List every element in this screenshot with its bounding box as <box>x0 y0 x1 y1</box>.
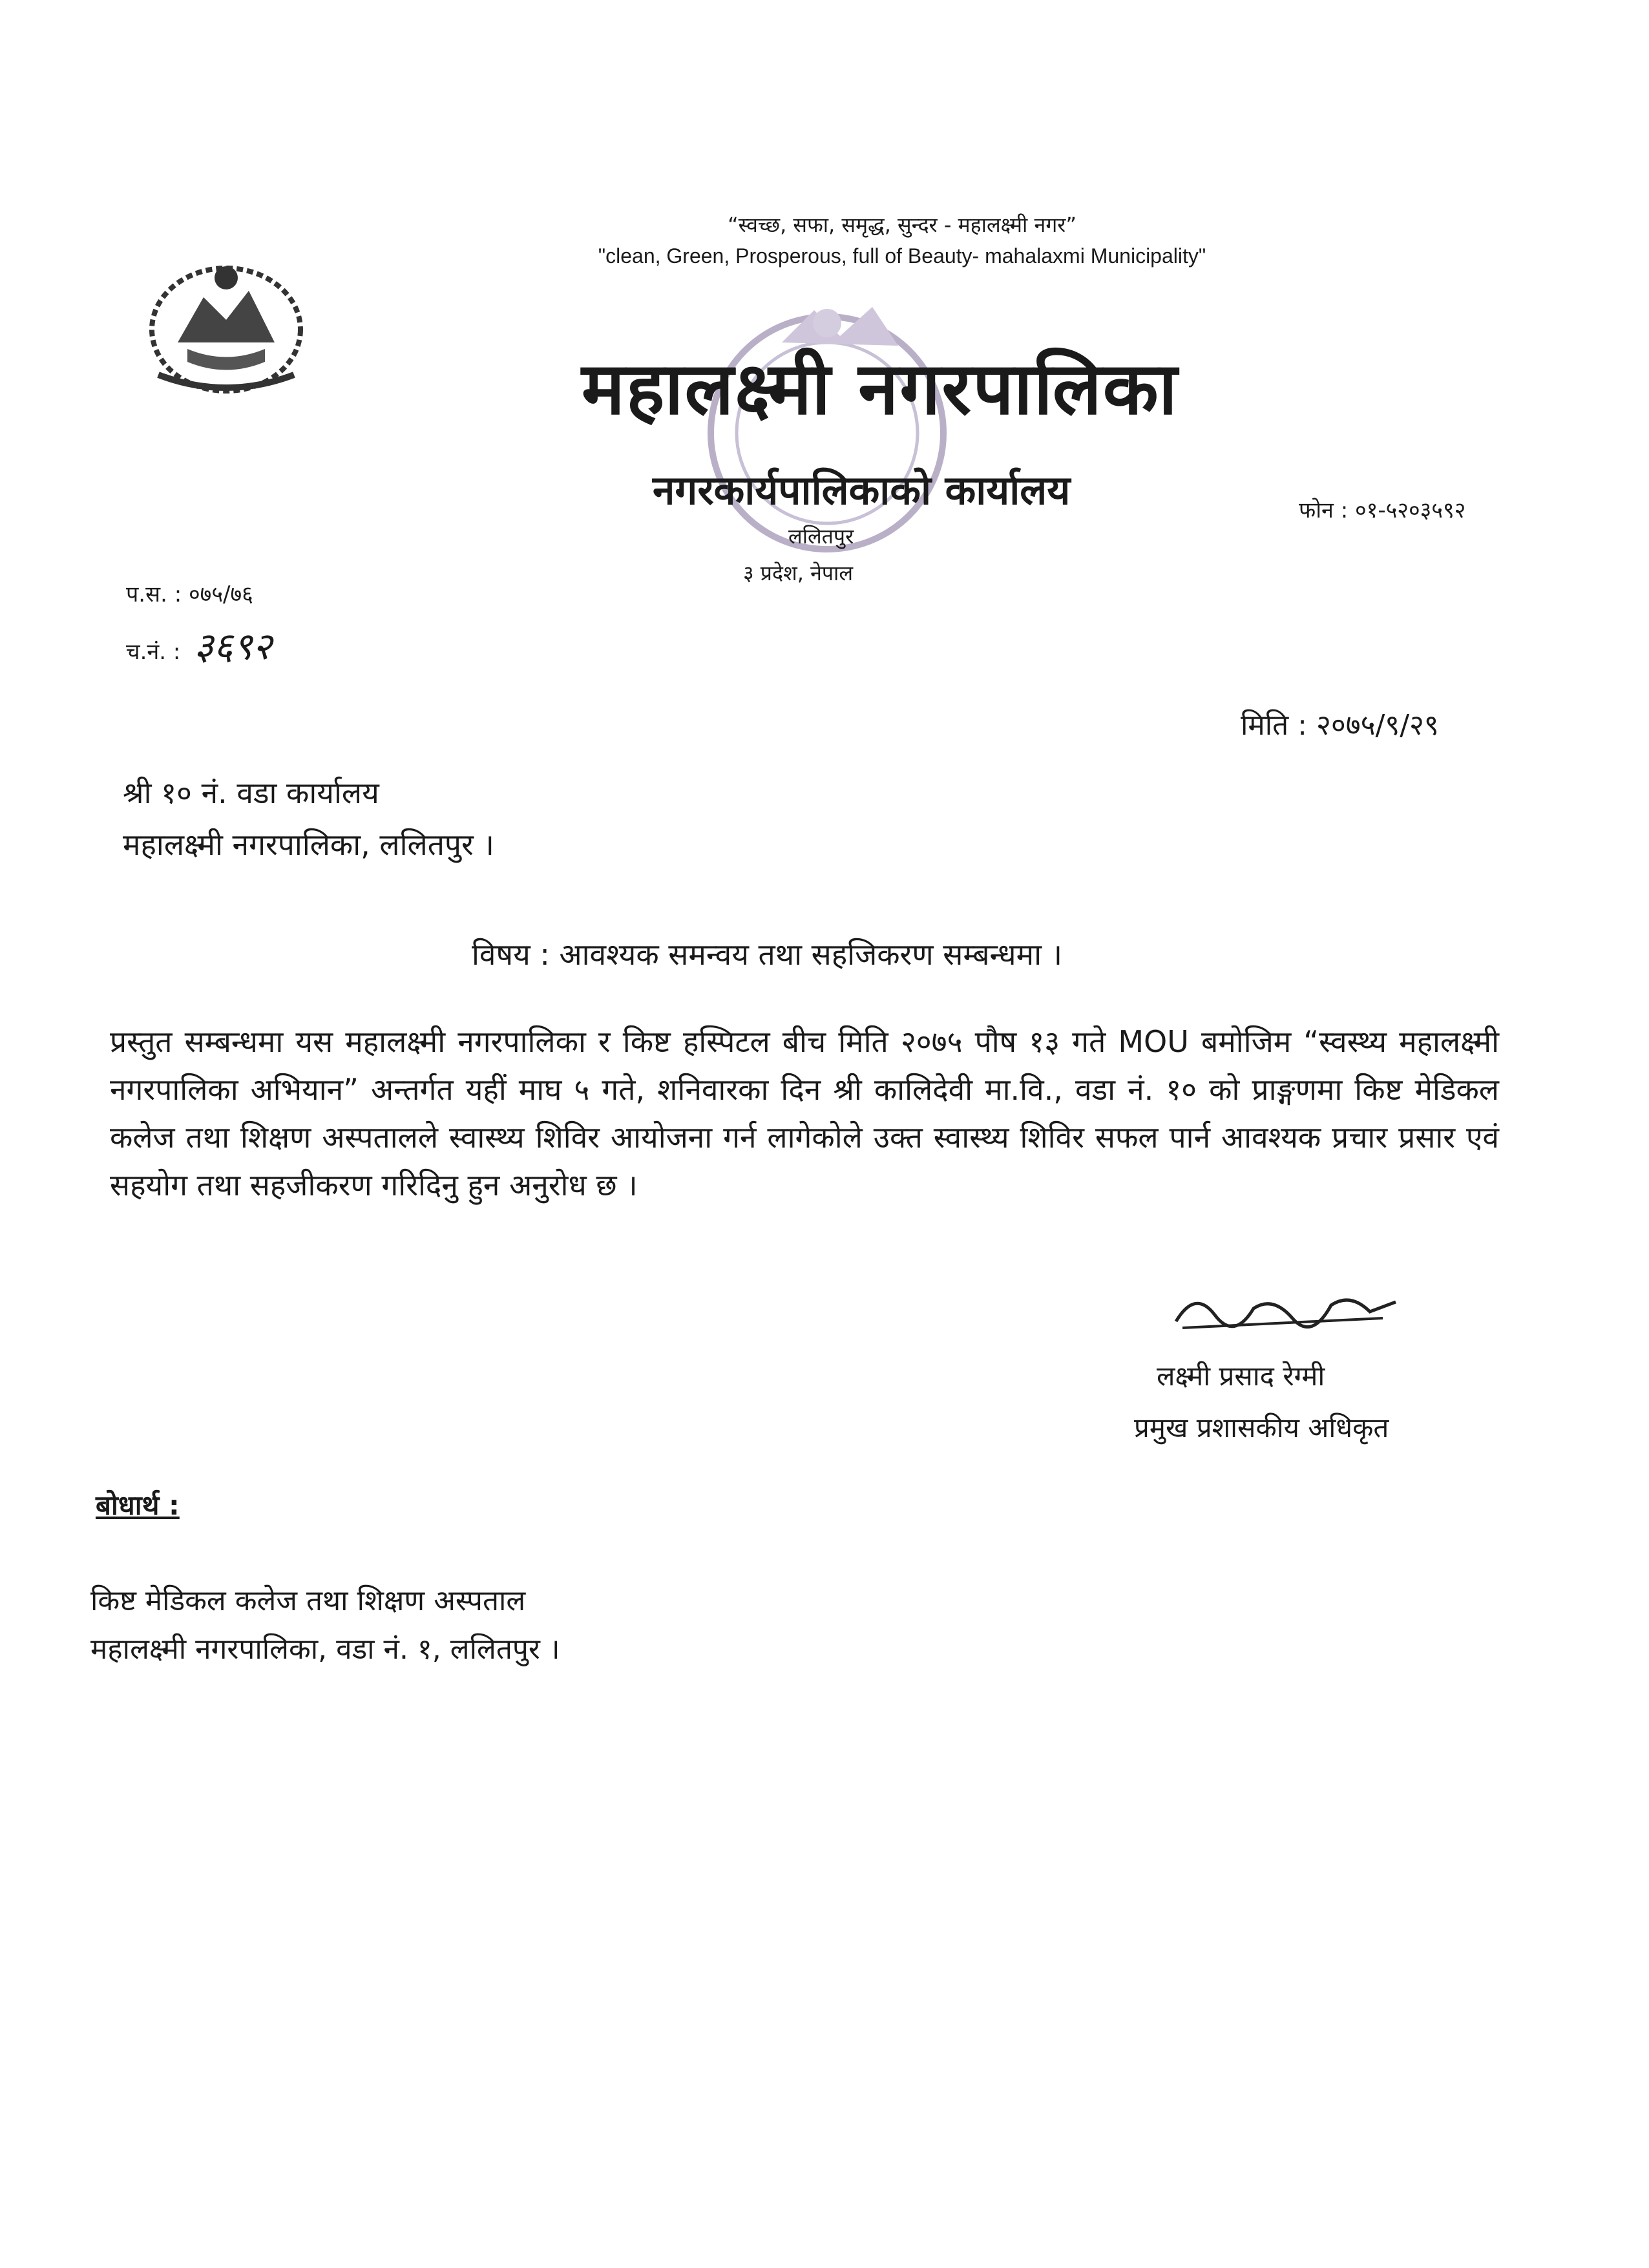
cc-heading: बोधार्थ : <box>96 1489 180 1521</box>
recipient-line-1: श्री १० नं. वडा कार्यालय <box>123 775 379 810</box>
signer-title: प्रमुख प्रशासकीय अधिकृत <box>1134 1412 1389 1444</box>
office-city: ललितपुर <box>788 524 854 549</box>
motto-english: "clean, Green, Prosperous, full of Beauty- mahalaxmi Municipality" <box>598 244 1206 268</box>
signature-scribble-icon <box>1170 1283 1402 1341</box>
reference-cn <box>126 619 272 670</box>
recipient-line-2: महालक्ष्मी नगरपालिका, ललितपुर । <box>123 827 494 862</box>
cc-line-2: महालक्ष्मी नगरपालिका, वडा नं. १, ललितपुर । <box>90 1633 560 1666</box>
office-province: ३ प्रदेश, नेपाल <box>743 561 854 585</box>
reference-cn-label: च.नं. : <box>126 639 181 665</box>
office-subtitle: नगरकार्यपालिकाको कार्यालय <box>653 467 1071 514</box>
letter-subject: विषय : आवश्यक समन्वय तथा सहजिकरण सम्बन्धमा । <box>472 937 1063 972</box>
nepal-emblem-icon <box>139 252 313 401</box>
office-phone: फोन : ०१-५२०३५९२ <box>1299 498 1466 523</box>
letter-body: प्रस्तुत सम्बन्धमा यस महालक्ष्मी नगरपालिका र किष्ट हस्पिटल बीच मिति २०७५ पौष १३ गते MOU बमोजिम “स्वस्थ्य महालक्ष्मी नगरपालिका अभियान” अन्तर्गत यहीं माघ ५ गते, शनिवारका दिन श्री कालिदेवी मा.वि., वडा नं. १० को प्राङ्गणमा किष्ट मेडिकल कलेज तथा शिक्षण अस्पतालले स्वास्थ्य शिविर आयोजना गर्न लागेकोले उक्त स्वास्थ्य शिविर सफल पार्न आवश्यक प्रचार प्रसार एवं सहयोग तथा सहजीकरण गरिदिनु हुन अनुरोध छ । <box>110 1024 1499 1202</box>
signer-name: लक्ष्मी प्रसाद रेग्मी <box>1157 1360 1325 1392</box>
office-name: महालक्ष्मी नगरपालिका <box>582 347 1179 431</box>
cc-line-1: किष्ट मेडिकल कलेज तथा शिक्षण अस्पताल <box>90 1584 526 1617</box>
motto-nepali: “स्वच्छ, सफा, समृद्ध, सुन्दर - महालक्ष्मी नगर” <box>728 213 1077 237</box>
reference-ps: प.स. : ०७५/७६ <box>126 582 253 607</box>
reference-cn-value: ३६९२ <box>194 624 272 668</box>
letter-date: मिति : २०७५/९/२९ <box>1241 709 1439 742</box>
